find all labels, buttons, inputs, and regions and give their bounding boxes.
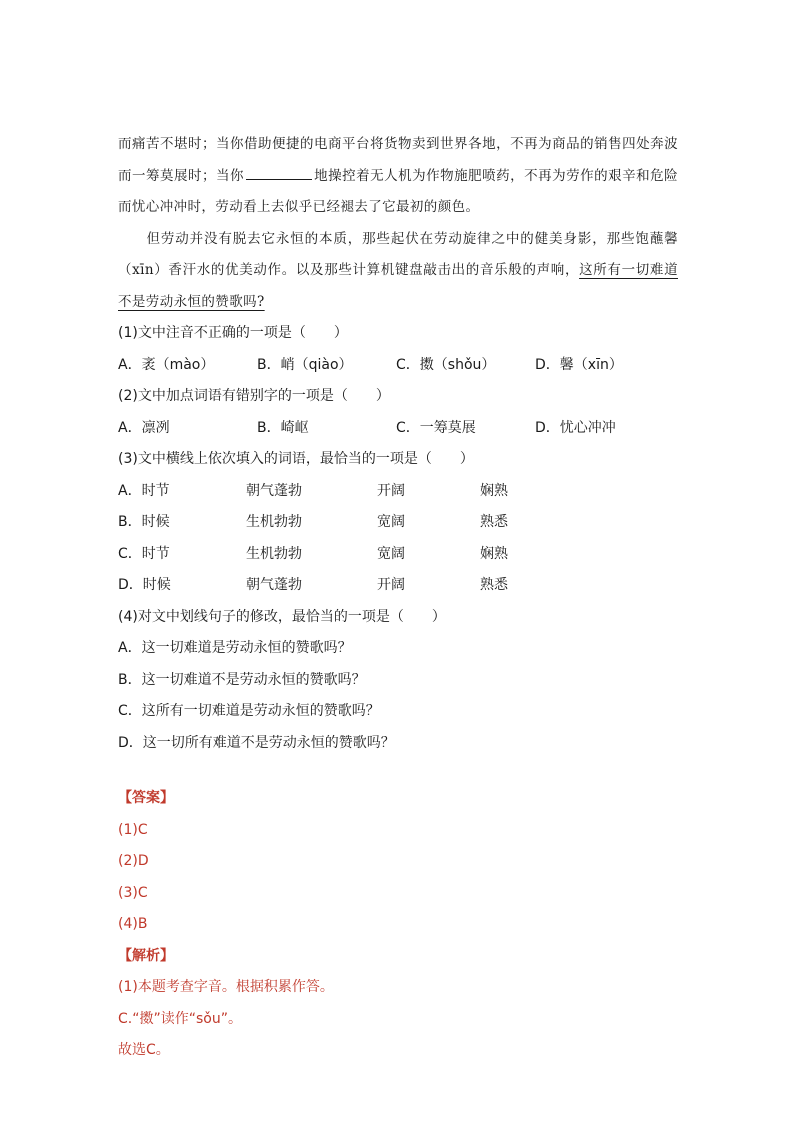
option-row-b xyxy=(118,507,678,539)
option-cell: 熟悉 xyxy=(480,577,508,593)
option-row xyxy=(118,350,678,382)
passage-text: 但劳动并没有脱去它永恒的本质，那些起伏在劳动旋律之中的健美身影，那些饱蘸馨（xīn）香汗水的优美动作。以及那些计算机键盘敲击出的音乐般的声响， xyxy=(118,230,678,278)
option-d: D．忧心冲冲 xyxy=(535,419,616,436)
passage-paragraph-1 xyxy=(118,129,678,224)
option-a: A．凛冽 xyxy=(118,419,170,436)
option-c: C．擞（shǒu） xyxy=(396,356,496,373)
option-row-c xyxy=(118,539,678,571)
option-cell: 开阔 xyxy=(377,577,405,593)
option-cell: 生机勃勃 xyxy=(246,545,302,562)
answer-label: 【答案】 xyxy=(118,790,174,806)
option-a: A．这一切难道是劳动永恒的赞歌吗？ xyxy=(118,640,352,656)
question-stem: (4)对文中划线句子的修改，最恰当的一项是（ ） xyxy=(118,608,446,625)
option-cell: 熟悉 xyxy=(480,514,508,530)
option-d: D．馨（xīn） xyxy=(535,356,623,373)
fill-blank-line xyxy=(246,165,312,180)
option-b: B．崎岖 xyxy=(257,419,309,436)
option-cell: 宽阔 xyxy=(377,545,405,562)
question-stem: (3)文中横线上依次填入的词语，最恰当的一项是（ ） xyxy=(118,451,474,467)
option-c: C．一筹莫展 xyxy=(396,419,476,436)
option-cell: 宽阔 xyxy=(377,514,405,530)
option-b: B．峭（qiào） xyxy=(257,356,353,373)
analysis-line: (1)本题考查字音。根据积累作答。 xyxy=(118,979,334,995)
passage-text: 而痛苦不堪时；当你借助便捷的电商平台将货物卖到世界各地，不再为商品的销售四处奔波而一筹莫展时；当你 xyxy=(118,136,678,184)
option-cell: B．时候 xyxy=(118,514,170,530)
option-cell: D．时候 xyxy=(118,577,171,593)
option-cell: 娴熟 xyxy=(480,545,508,562)
option-c: C．这所有一切难道是劳动永恒的赞歌吗？ xyxy=(118,703,380,719)
option-cell: 生机勃勃 xyxy=(246,514,302,530)
answer-item: (2)D xyxy=(118,853,149,869)
option-row-a xyxy=(118,476,678,508)
option-cell: 娴熟 xyxy=(480,482,508,499)
page-content xyxy=(118,129,678,1067)
option-row-d xyxy=(118,570,678,602)
answer-item: (4)B xyxy=(118,916,148,932)
option-row xyxy=(118,413,678,445)
section-gap xyxy=(118,759,678,783)
option-a: A．袤（mào） xyxy=(118,356,215,373)
passage-text: 地操控着无人机为作物施肥喷药，不再为劳作的艰辛和危险而忧心冲冲时，劳动看上去似乎已经褪去了它最初的颜色。 xyxy=(118,167,678,215)
underlined-sentence: 这所有一切难道不是劳动永恒的赞歌吗? xyxy=(118,262,678,310)
option-cell: 开阔 xyxy=(377,482,405,499)
option-b: B．这一切难道不是劳动永恒的赞歌吗？ xyxy=(118,671,366,688)
passage-paragraph-2 xyxy=(118,224,678,319)
answer-item: (1)C xyxy=(118,821,148,838)
question-stem: (1)文中注音不正确的一项是（ ） xyxy=(118,325,348,341)
option-cell: 朝气蓬勃 xyxy=(246,482,302,499)
answer-item: (3)C xyxy=(118,884,148,901)
option-cell: 朝气蓬勃 xyxy=(246,577,302,593)
option-cell: A．时节 xyxy=(118,482,170,499)
analysis-line: 故选C。 xyxy=(118,1042,170,1058)
option-cell: C．时节 xyxy=(118,545,170,562)
analysis-label: 【解析】 xyxy=(118,947,174,964)
option-d: D．这一切所有难道不是劳动永恒的赞歌吗？ xyxy=(118,734,395,751)
question-stem: (2)文中加点词语有错别字的一项是（ ） xyxy=(118,388,390,404)
analysis-line: C.“擞”读作“sǒu”。 xyxy=(118,1010,242,1027)
